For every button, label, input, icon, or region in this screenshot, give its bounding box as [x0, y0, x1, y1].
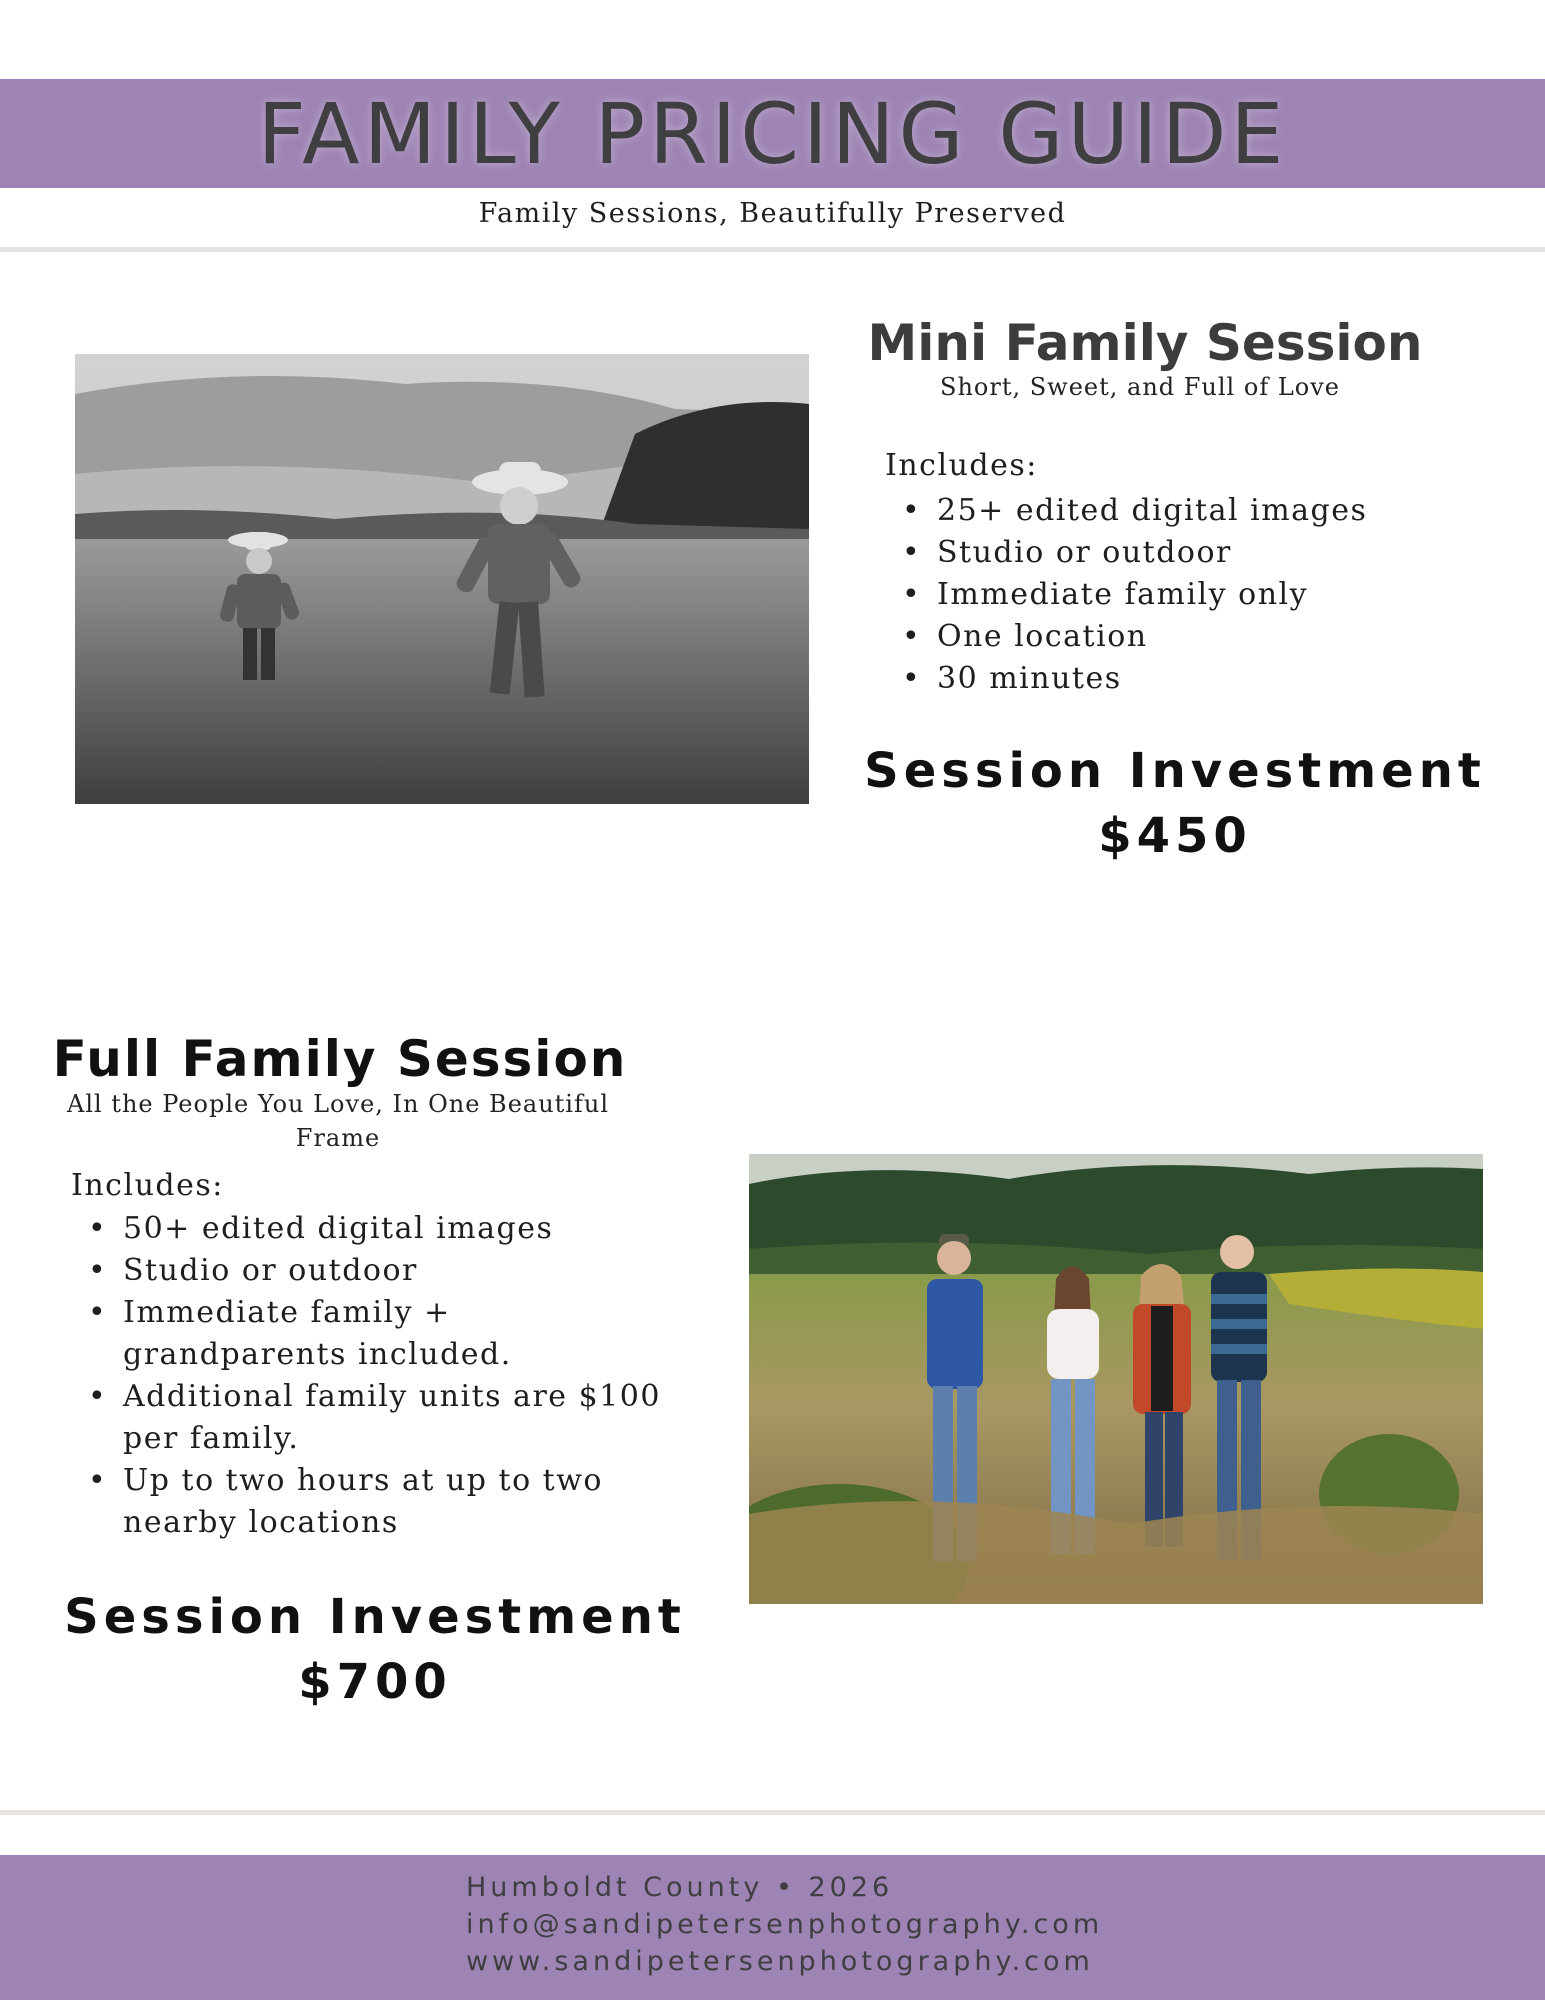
list-item: • 50+ edited digital images: [71, 1208, 671, 1250]
mini-includes-list: [885, 490, 1445, 700]
full-price: $700: [298, 1654, 452, 1710]
mini-investment-label: Session Investment: [864, 743, 1486, 799]
list-item: • One location: [885, 616, 1445, 658]
full-investment-label: Session Investment: [64, 1589, 686, 1645]
footer-separator: •: [775, 1872, 796, 1903]
list-item: • Studio or outdoor: [885, 532, 1445, 574]
footer-location: Humboldt County: [466, 1872, 764, 1903]
mini-session-subtitle: Short, Sweet, and Full of Love: [940, 373, 1340, 401]
footer-website[interactable]: www.sandipetersenphotography.com: [466, 1946, 1094, 1977]
list-item: • 30 minutes: [885, 658, 1445, 700]
mini-session-title: Mini Family Session: [867, 314, 1423, 372]
mini-price: $450: [1098, 808, 1252, 864]
list-item: • Studio or outdoor: [71, 1250, 671, 1292]
mini-includes-label: Includes:: [885, 448, 1038, 483]
list-item: • 25+ edited digital images: [885, 490, 1445, 532]
photo-boys-running-icon: [75, 354, 809, 804]
list-item: • Immediate family + grandparents included.: [71, 1292, 671, 1376]
page-tagline: Family Sessions, Beautifully Preserved: [478, 198, 1067, 229]
full-session-subtitle: All the People You Love, In One Beautiful Frame: [66, 1090, 609, 1152]
full-includes-list: [71, 1208, 671, 1544]
list-item: • Immediate family only: [885, 574, 1445, 616]
footer-contact: [466, 1869, 1103, 1980]
footer-email[interactable]: info@sandipetersenphotography.com: [466, 1909, 1104, 1940]
list-item: • Up to two hours at up to two nearby locations: [71, 1460, 671, 1544]
footer-year: 2026: [808, 1872, 894, 1903]
list-item: • Additional family units are $100 per family.: [71, 1376, 671, 1460]
page-title: FAMILY PRICING GUIDE: [257, 84, 1288, 183]
photo-family-meadow-icon: [749, 1154, 1483, 1604]
mini-session-photo: [75, 354, 809, 804]
bottom-divider: [0, 1810, 1545, 1815]
full-includes-label: Includes:: [71, 1168, 224, 1203]
full-session-photo: [749, 1154, 1483, 1604]
top-divider: [0, 247, 1545, 252]
footer: [0, 1855, 1545, 2000]
footer-location-line: [466, 1869, 1103, 1906]
title-banner: [0, 79, 1545, 188]
full-session-title: Full Family Session: [52, 1030, 628, 1088]
